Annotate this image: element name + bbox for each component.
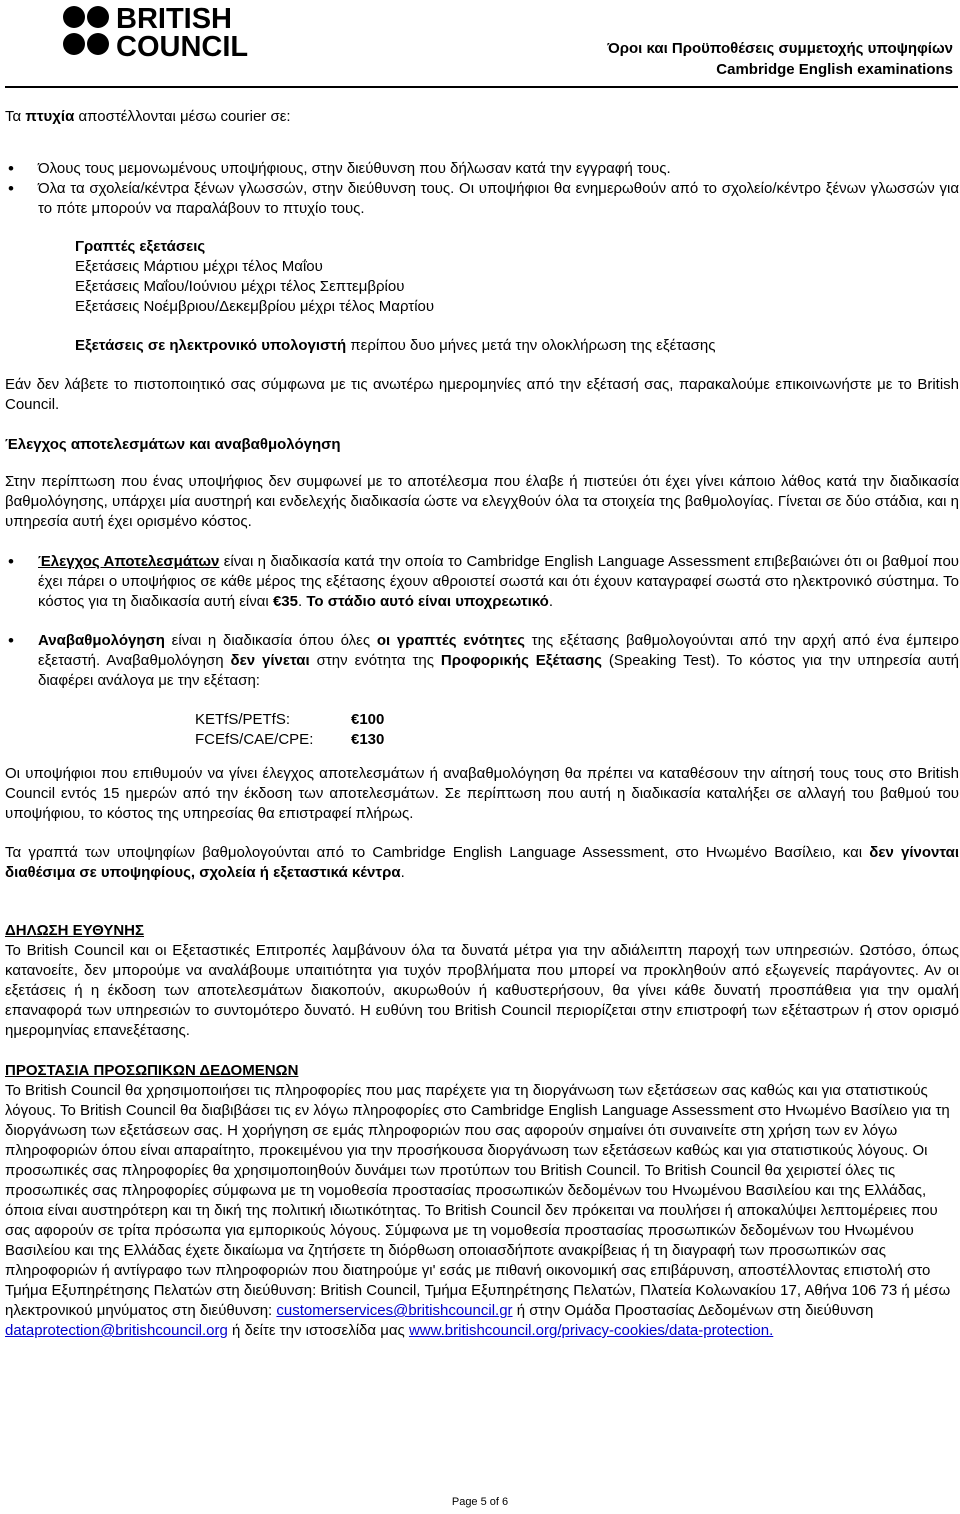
fee-row: KETfS/PETfS: €100 bbox=[195, 711, 385, 728]
logo-text-line2: COUNCIL bbox=[116, 31, 249, 61]
request-paragraph: Οι υποψήφιοι που επιθυμούν να γίνει έλεγχος αποτελεσμάτων ή αναβαθμολόγηση θα πρέπει να καταθέσουν την αίτησή τους τους στο British Council εντός 15 ημερών από την έκδοση των αποτελεσμάτων. Σε περίπτωση που αυτή η διαδικασία καταλήξει σε αλλαγή του βαθμού του υποψήφιου, το κόστος της υπηρεσίας θα επιστραφεί πλήρως. bbox=[5, 765, 959, 822]
written-exams-block bbox=[5, 237, 959, 356]
results-list bbox=[5, 552, 959, 691]
disclaimer-text: Το British Council και οι Εξεταστικές Επιτροπές λαμβάνουν όλα τα δυνατά μέτρα για την αδιάλειπτη παροχή των υπηρεσιών. Ωστόσο, όπως κατανοείτε, δεν μπορούμε να αναλάβουμε υπαιτιότητα για τυχόν προβλήματα που μπορεί να προκληθούν από εξωγενείς παράγοντες. Αν οι εξετάσεις ή η έκδοση των αποτελεσμάτων διακοπούν, ακυρωθούν ή καθυστερήσουν, θα γίνει κάθε δυνατή προσπάθεια για την ομαλή επαναφορά των υπηρεσιών το συντομότερο δυνατό. Η ευθύνη του British Council περιορίζεται στην επιστροφή των εξέταστρων ή στον ορισμό ημερομηνίας επανεξέτασης. bbox=[5, 942, 959, 1039]
fees-table bbox=[5, 710, 959, 750]
logo-mark bbox=[62, 3, 267, 61]
written-exam-line: Εξετάσεις Μάρτιου μέχρι τέλος Μαΐου bbox=[75, 258, 323, 275]
list-item: • Αναβαθμολόγηση είναι η διαδικασία όπου όλες οι γραπτές ενότητες της εξέτασης βαθμολογούνται από την αρχή από ένα έμπειρο εξεταστή. Αναβαθμολόγηση δεν γίνεται στην ενότητα της Προφορικής Εξέτασης (Speaking Test). Το κόστος για την υπηρεσία αυτή διαφέρει ανάλογα με την εξέταση: bbox=[5, 631, 959, 691]
computer-based-line: Εξετάσεις σε ηλεκτρονικό υπολογιστή περίπου δυο μήνες μετά την ολοκλήρωση της εξέτασης bbox=[75, 337, 716, 354]
list-item: • Όλα τα σχολεία/κέντρα ξένων γλωσσών, στην διεύθυνση τους. Οι υποψήφιοι θα ενημερωθούν από το σχολείο/κέντρο ξένων γλωσσών για το πότε μπορούν να παραλάβουν το πτυχίο τους. bbox=[5, 179, 959, 219]
written-exam-line: Εξετάσεις Μαΐου/Ιούνιου μέχρι τέλος Σεπτεμβρίου bbox=[75, 278, 405, 295]
header-divider bbox=[5, 86, 958, 88]
privacy-text: Το British Council θα χρησιμοποιήσει τις πληροφορίες που μας παρέχετε για τη διοργάνωση των εξετάσεων σας καθώς και για στατιστικούς λόγους. Το British Council θα διαβιβάσει τις εν λόγω πληροφορίες στο Cambridge English Language Assessment στο Ηνωμένο Βασίλειο για τη διοργάνωση των εξετάσεων σας. Η χορήγηση σε εμάς πληροφοριών που σας αφορούν σημαίνει ότι συναινείτε στη χρήση των εν λόγω πληροφοριών όπου είναι απαραίτητο, προκειμένου για την προσήκουσα διοργάνωση των εξετάσεων καθώς και για στατιστικούς λόγους. Οι προσωπικές σας πληροφορίες θα χρησιμοποιηθούν δυνάμει των προτύπων του British Council. Το British Council θα χειριστεί όλες τις προσωπικές σας πληροφορίες σύμφωνα με τη νομοθεσία προστασίας προσωπικών δεδομένων του Ηνωμένου Βασιλείου και της Ελλάδας, όποια είναι αυστηρότερη και τη δική της πολιτική ιδιωτικότητας. Το British Council δεν πρόκειται να πουλήσει ή αποκαλύψει λεπτομέρειες που σας αφορούν σε τρίτα πρόσωπα για εμπορικούς λόγους. Σύμφωνα με τη νομοθεσία προστασίας προσωπικών δεδομένων του Ηνωμένου Βασιλείου και της Ελλάδας έχετε δικαίωμα να ζητήσετε τη διόρθωση οποιασδήποτε ανακρίβειας ή τη διαγραφή των προσωπικών σας πληροφοριών ή αντίγραφο των πληροφοριών που διατηρούμε γι' εσάς με πιθανή οικονομική σας επιβάρυνση, αποστέλλοντας επιστολή στο Τμήμα Εξυπηρέτησης Πελατών στη διεύθυνση: British Council, Τμήμα Εξυπηρέτησης Πελατών, Πλατεία Κολωνακίου 17, Αθήνα 106 73 ή μέσω ηλεκτρονικού μηνύματος στη διεύθυνση: customerservices@britishcouncil.gr ή στην Ομάδα Προστασίας Δεδομένων στη διεύθυνση dataprotection@britishcouncil.org ή δείτε την ιστοσελίδα μας www.britishcouncil.org/privacy-cookies/data-protection. bbox=[5, 1082, 951, 1339]
header-title-line1: Όροι και Προϋποθέσεις συμμετοχής υποψηφίων bbox=[607, 40, 953, 57]
list-item: • Όλους τους μεμονωμένους υποψήφιους, στην διεύθυνση που δήλωσαν κατά την εγγραφή τους. bbox=[5, 159, 959, 179]
british-council-logo bbox=[62, 3, 267, 61]
customer-services-email-link[interactable]: customerservices@britishcouncil.gr bbox=[276, 1302, 513, 1319]
results-section-title: Έλεγχος αποτελεσμάτων και αναβαθμολόγηση bbox=[5, 436, 341, 453]
disclaimer-title: ΔΗΛΩΣΗ ΕΥΘΥΝΗΣ bbox=[5, 922, 145, 939]
page-number: Page 5 of 6 bbox=[451, 1496, 509, 1508]
list-item: • Έλεγχος Αποτελεσμάτων είναι η διαδικασία κατά την οποία το Cambridge English Language Assessment επιβεβαιώνει ότι οι βαθμοί που έχει πάρει ο υποψήφιος σε κάθε μέρος της εξέτασης έχουν αθροιστεί σωστά και ότι έχουν καταγραφεί σωστά στο ηλεκτρονικό σύστημα. Το κόστος για τη διαδικασία αυτή είναι €35. Το στάδιο αυτό είναι υποχρεωτικό. bbox=[5, 552, 959, 612]
fee-row: FCEfS/CAE/CPE: €130 bbox=[195, 731, 385, 748]
data-protection-email-link[interactable]: dataprotection@britishcouncil.org bbox=[5, 1322, 228, 1339]
privacy-title: ΠΡΟΣΤΑΣΙΑ ΠΡΟΣΩΠΙΚΩΝ ΔΕΔΟΜΕΝΩΝ bbox=[5, 1062, 299, 1079]
written-exam-line: Εξετάσεις Νοέμβριου/Δεκεμβρίου μέχρι τέλος Μαρτίου bbox=[75, 298, 435, 315]
not-received-paragraph: Εάν δεν λάβετε το πιστοποιητικό σας σύμφωνα με τις ανωτέρω ημερομηνίες από την εξέτασή σας, παρακαλούμε επικοινωνήστε με το British Council. bbox=[5, 376, 959, 413]
scripts-paragraph: Τα γραπτά των υποψηφίων βαθμολογούνται από το Cambridge English Language Assessment, στο Ηνωμένο Βασίλειο, και δεν γίνονται διαθέσιμα σε υποψηφίους, σχολεία ή εξεταστικά κέντρα. bbox=[5, 844, 960, 881]
certificates-intro: Τα πτυχία αποστέλλονται μέσω courier σε: bbox=[5, 108, 291, 125]
written-exams-title: Γραπτές εξετάσεις bbox=[75, 238, 206, 255]
logo-text-line1: BRITISH bbox=[116, 3, 232, 35]
delivery-list bbox=[5, 159, 959, 219]
header-title-line2: Cambridge English examinations bbox=[716, 61, 953, 78]
results-intro: Στην περίπτωση που ένας υποψήφιος δεν συμφωνεί με το αποτέλεσμα που έλαβε ή πιστεύει ότι έχει γίνει κάποιο λάθος κατά την διαδικασία βαθμολόγησης, υπάρχει μία αυστηρή και ενδελεχής διαδικασία ώστε να ελεγχθούν όλα τα στοιχεία της βαθμολογίας. Γίνεται σε δύο στάδια, και η υπηρεσία αυτή έχει ορισμένο κόστος. bbox=[5, 473, 959, 530]
privacy-page-link[interactable]: www.britishcouncil.org/privacy-cookies/data-protection. bbox=[408, 1322, 774, 1339]
document-body bbox=[5, 107, 959, 1341]
header-title bbox=[607, 38, 953, 80]
